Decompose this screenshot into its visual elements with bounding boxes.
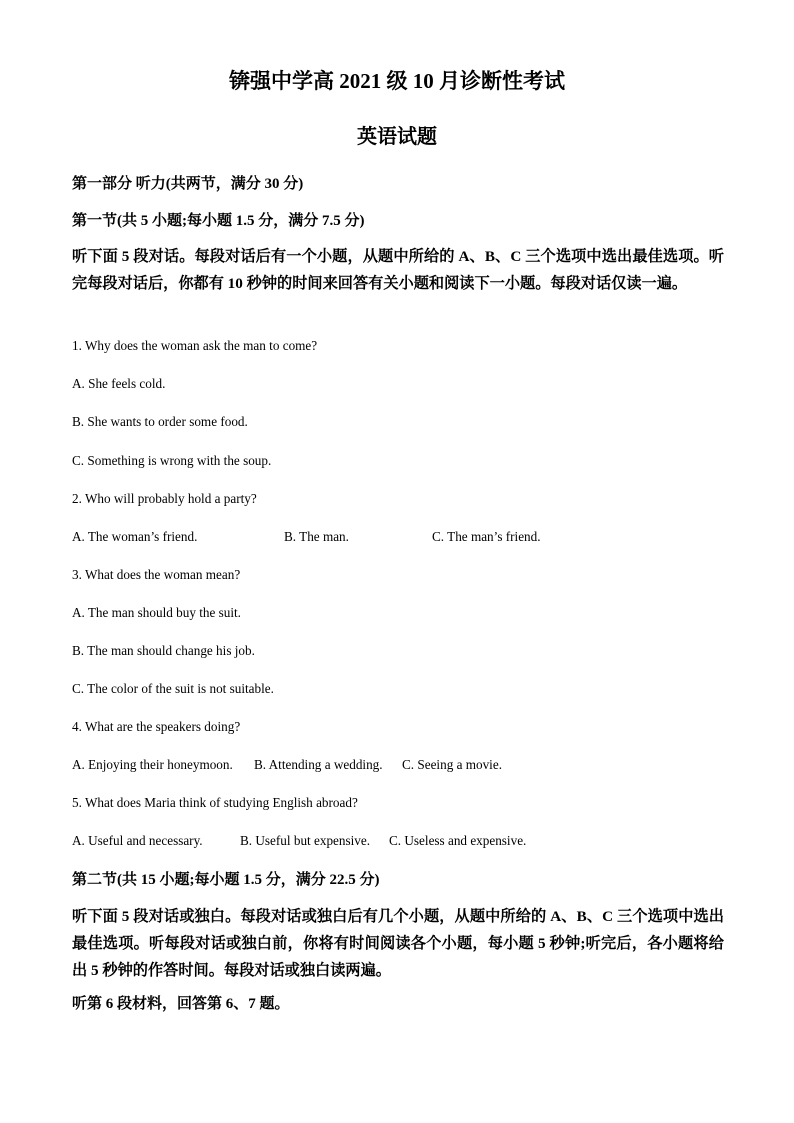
question-option: A. The man should buy the suit.	[72, 605, 241, 620]
section1-instructions: 听下面 5 段对话。每段对话后有一个小题，从题中所给的 A、B、C 三个选项中选出最佳选项。听完每段对话后，你都有 10 秒钟的时间来回答有关小题和阅读下一小题。每段对话仅读一遍。	[72, 248, 724, 292]
section1-heading: 第一节(共 5 小题;每小题 1.5 分，满分 7.5 分)	[72, 213, 365, 229]
question-stem: 3. What does the woman mean?	[72, 567, 241, 582]
exam-title: 锛强中学高 2021 级 10 月诊断性考试	[229, 69, 565, 93]
question-stem: 2. Who will probably hold a party?	[72, 491, 257, 506]
question-option: A. The woman’s friend.	[72, 529, 198, 544]
question-option: C. The color of the suit is not suitable.	[72, 681, 274, 696]
question-option: A. She feels cold.	[72, 376, 166, 391]
question-option: B. Useful but expensive.	[240, 833, 371, 848]
question-option: C. Something is wrong with the soup.	[72, 453, 272, 468]
question-option: B. She wants to order some food.	[72, 414, 248, 429]
question-option: B. The man.	[284, 529, 349, 544]
question-option: B. Attending a wedding.	[254, 757, 383, 772]
material-note: 听第 6 段材料，回答第 6、7 题。	[72, 996, 290, 1012]
part1-heading: 第一部分 听力(共两节，满分 30 分)	[72, 176, 304, 192]
question-option: C. Seeing a movie.	[402, 757, 502, 772]
section2-heading: 第二节(共 15 小题;每小题 1.5 分，满分 22.5 分)	[72, 872, 380, 888]
section2-instructions: 听下面 5 段对话或独白。每段对话或独白后有几个小题，从题中所给的 A、B、C 三个选项中选出最佳选项。听每段对话或独白前，你将有时间阅读各个小题，每小题 5 秒钟;听完后，各小题将给出 5 秒钟的作答时间。每段对话或独白读两遍。	[72, 908, 724, 979]
question-option: C. The man’s friend.	[432, 529, 541, 544]
question-option: A. Useful and necessary.	[72, 833, 203, 848]
question-option: C. Useless and expensive.	[389, 833, 527, 848]
exam-subtitle: 英语试题	[357, 126, 437, 148]
question-stem: 1. Why does the woman ask the man to come?	[72, 338, 318, 353]
question-stem: 4. What are the speakers doing?	[72, 719, 241, 734]
question-option: A. Enjoying their honeymoon.	[72, 757, 233, 772]
question-option: B. The man should change his job.	[72, 643, 255, 658]
question-stem: 5. What does Maria think of studying English abroad?	[72, 795, 358, 810]
